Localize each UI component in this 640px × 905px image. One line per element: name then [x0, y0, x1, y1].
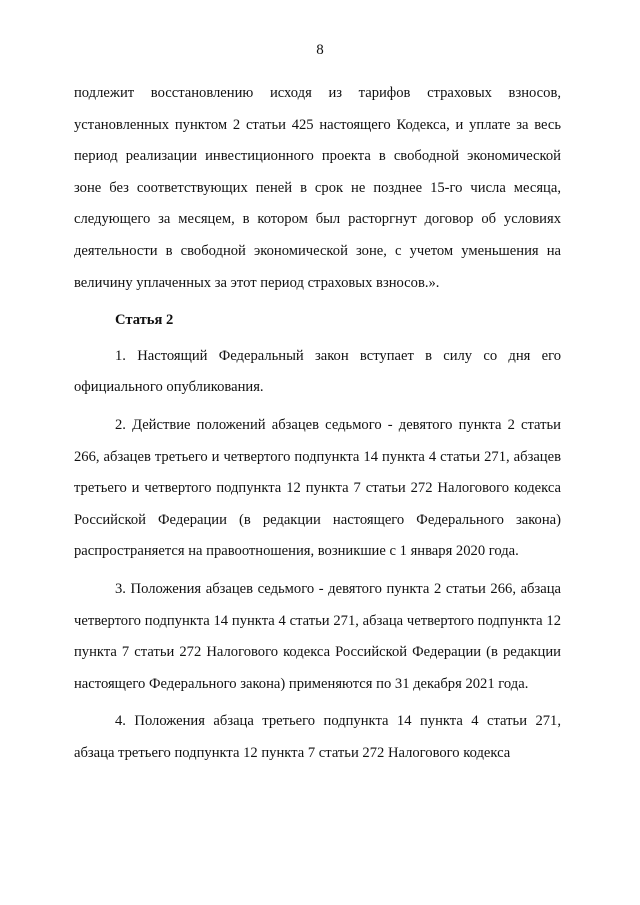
page-number: 8	[316, 42, 324, 58]
paragraph-item-2: 2. Действие положений абзацев седьмого - девятого пункта 2 статьи 266, абзацев третьего и четвертого подпункта 14 пункта 4 статьи 271, абзацев третьего и четвертого подпункта 12 пункта 7 статьи 272 Налогового кодекса Российской Федерации (в редакции настоящего Федерального закона) распространяется на правоотношения, возникшие с 1 января 2020 года.	[74, 416, 561, 560]
document-body	[74, 78, 561, 769]
paragraph-item-1: 1. Настоящий Федеральный закон вступает в силу со дня его официального опубликования.	[74, 347, 561, 396]
paragraph-item-3: 3. Положения абзацев седьмого - девятого пункта 2 статьи 266, абзаца четвертого подпункта 14 пункта 4 статьи 271, абзаца четвертого подпункта 12 пункта 7 статьи 272 Налогового кодекса Российской Федерации (в редакции настоящего Федерального закона) применяются по 31 декабря 2021 года.	[74, 580, 561, 692]
article-heading: Статья 2	[115, 312, 174, 329]
continuation-paragraph: подлежит восстановлению исходя из тарифов страховых взносов, установленных пунктом 2 статьи 425 настоящего Кодекса, и уплате за весь период реализации инвестиционного проекта в свободной экономической зоне без соответствующих пеней в срок не позднее 15-го числа месяца, следующего за месяцем, в котором был расторгнут договор об условиях деятельности в свободной экономической зоне, с учетом уменьшения на величину уплаченных за этот период страховых взносов.».	[74, 85, 561, 291]
paragraph-item-4: 4. Положения абзаца третьего подпункта 14 пункта 4 статьи 271, абзаца третьего подпункта 12 пункта 7 статьи 272 Налогового кодекса	[74, 713, 561, 761]
